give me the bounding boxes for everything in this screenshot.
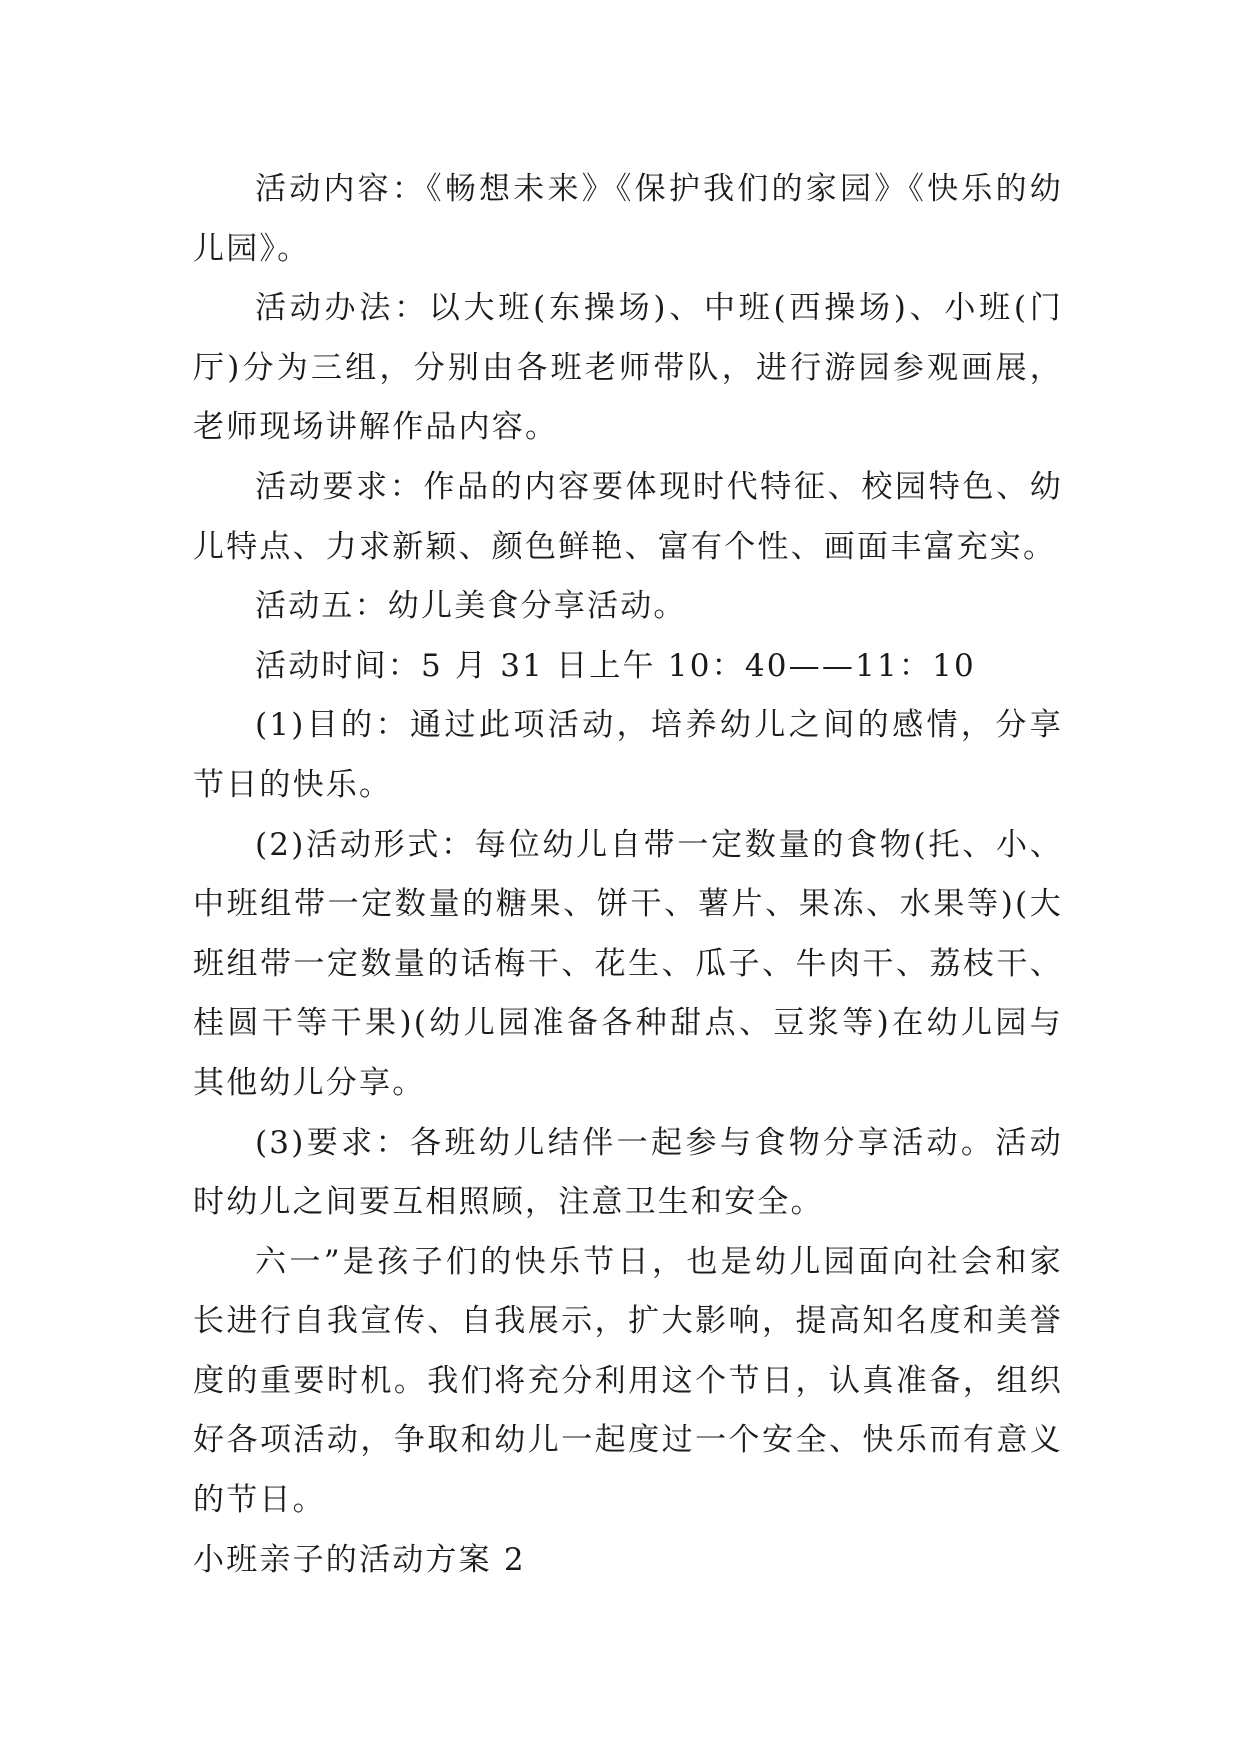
section-heading: 小班亲子的活动方案 2 — [193, 1541, 526, 1578]
paragraph-activity-five: 活动五：幼儿美食分享活动。 — [255, 588, 687, 625]
paragraph-activity-form: (2)活动形式：每位幼儿自带一定数量的食物(托、小、中班组带一定数量的糖果、饼干、薯片、果冻、水果等)(大班组带一定数量的话梅干、花生、瓜子、牛肉干、荔枝干、桂圆干等干果)(幼儿园准备各种甜点、豆浆等)在幼儿园与其他幼儿分享。 — [193, 826, 1063, 1101]
document-body — [193, 160, 1063, 1590]
paragraph-activity-content: 活动内容：《畅想未来》《保护我们的家园》《快乐的幼儿园》。 — [193, 171, 1063, 267]
paragraph-activity-requirements: 活动要求：作品的内容要体现时代特征、校园特色、幼儿特点、力求新颖、颜色鲜艳、富有个性、画面丰富充实。 — [193, 468, 1063, 565]
paragraph-activity-time: 活动时间：5 月 31 日上午 10：40——11：10 — [255, 647, 976, 684]
paragraph-closing: 六一”是孩子们的快乐节日，也是幼儿园面向社会和家长进行自我宣传、自我展示，扩大影响，提高知名度和美誉度的重要时机。我们将充分利用这个节日，认真准备，组织好各项活动，争取和幼儿一起度过一个安全、快乐而有意义的节日。 — [193, 1243, 1063, 1519]
paragraph-purpose: (1)目的：通过此项活动，培养幼儿之间的感情，分享节日的快乐。 — [193, 707, 1063, 803]
paragraph-activity-method: 活动办法：以大班(东操场)、中班(西操场)、小班(门厅)分为三组，分别由各班老师带队，进行游园参观画展，老师现场讲解作品内容。 — [193, 290, 1063, 446]
paragraph-requirements: (3)要求：各班幼儿结伴一起参与食物分享活动。活动时幼儿之间要互相照顾，注意卫生和安全。 — [193, 1124, 1063, 1221]
